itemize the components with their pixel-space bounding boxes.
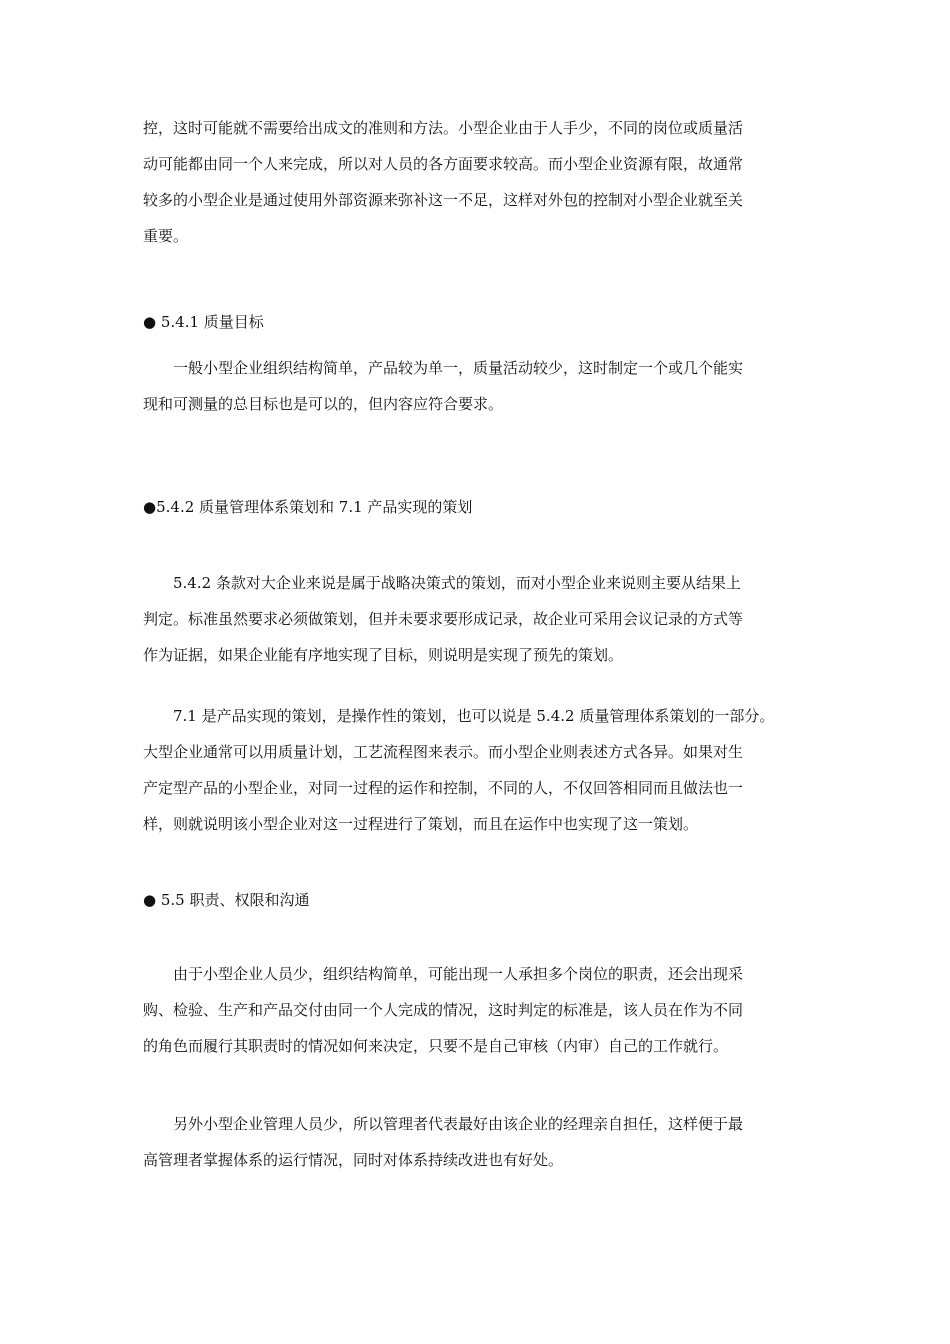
text-line: 大型企业通常可以用质量计划，工艺流程图来表示。而小型企业则表述方式各异。如果对生 xyxy=(143,743,744,761)
text-line: 5.4.2 条款对大企业来说是属于战略决策式的策划，而对小型企业来说则主要从结果上 xyxy=(143,574,741,592)
paragraph-5-4-1 xyxy=(143,350,808,422)
section-heading-5-4-1 xyxy=(143,310,808,334)
section-heading-5-5 xyxy=(143,888,808,912)
text-line: 7.1 是产品实现的策划，是操作性的策划，也可以说是 5.4.2 质量管理体系策划的一部分。 xyxy=(143,707,775,725)
heading-text: ● 5.5 职责、权限和沟通 xyxy=(143,891,310,909)
heading-text: ● 5.4.1 质量目标 xyxy=(143,313,264,331)
section-heading-5-4-2 xyxy=(143,495,808,519)
text-line: 购、检验、生产和产品交付由同一个人完成的情况，这时判定的标准是，该人员在作为不同 xyxy=(143,1001,744,1019)
text-line: 控，这时可能就不需要给出成文的准则和方法。小型企业由于人手少，不同的岗位或质量活 xyxy=(143,119,744,137)
paragraph-intro xyxy=(143,110,808,254)
text-line: 现和可测量的总目标也是可以的，但内容应符合要求。 xyxy=(143,395,504,413)
paragraph-5-4-2 xyxy=(143,565,808,673)
text-line: 重要。 xyxy=(143,227,189,245)
paragraph-management-representative xyxy=(143,1106,808,1178)
text-line: 产定型产品的小型企业，对同一过程的运作和控制，不同的人，不仅回答相同而且做法也一 xyxy=(143,779,744,797)
text-line: 样，则就说明该小型企业对这一过程进行了策划，而且在运作中也实现了这一策划。 xyxy=(143,815,699,833)
text-line: 由于小型企业人员少，组织结构简单，可能出现一人承担多个岗位的职责，还会出现采 xyxy=(143,965,744,983)
text-line: 动可能都由同一个人来完成，所以对人员的各方面要求较高。而小型企业资源有限，故通常 xyxy=(143,155,744,173)
paragraph-7-1 xyxy=(143,698,808,842)
text-line: 一般小型企业组织结构简单，产品较为单一，质量活动较少，这时制定一个或几个能实 xyxy=(143,359,744,377)
text-line: 另外小型企业管理人员少，所以管理者代表最好由该企业的经理亲自担任，这样便于最 xyxy=(143,1115,744,1133)
text-line: 作为证据，如果企业能有序地实现了目标，则说明是实现了预先的策划。 xyxy=(143,646,624,664)
text-line: 较多的小型企业是通过使用外部资源来弥补这一不足，这样对外包的控制对小型企业就至关 xyxy=(143,191,744,209)
paragraph-5-5 xyxy=(143,956,808,1064)
text-line: 判定。标准虽然要求必须做策划，但并未要求要形成记录，故企业可采用会议记录的方式等 xyxy=(143,610,744,628)
text-line: 的角色而履行其职责时的情况如何来决定，只要不是自己审核（内审）自己的工作就行。 xyxy=(143,1037,729,1055)
text-line: 高管理者掌握体系的运行情况，同时对体系持续改进也有好处。 xyxy=(143,1151,564,1169)
heading-text: ●5.4.2 质量管理体系策划和 7.1 产品实现的策划 xyxy=(143,498,473,516)
